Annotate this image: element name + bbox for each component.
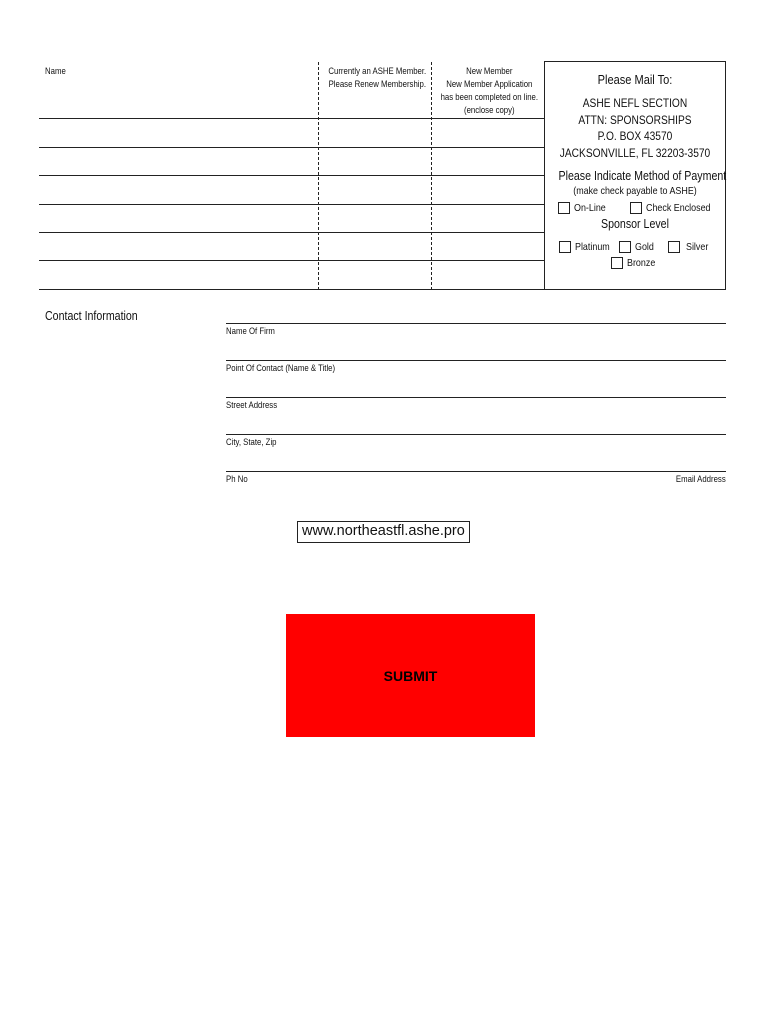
silver-checkbox[interactable] (668, 241, 680, 253)
member-list-table (39, 62, 544, 290)
member-entry-row[interactable] (39, 261, 544, 289)
phone-label: Ph No (226, 474, 248, 485)
website-link[interactable]: www.northeastfl.ashe.pro (297, 521, 470, 543)
check-enclosed-checkbox[interactable] (630, 202, 642, 214)
address-line: ATTN: SPONSORSHIPS (578, 112, 692, 127)
mail-to-title: Please Mail To: (597, 72, 673, 87)
level-bronze-option[interactable]: Bronze (611, 257, 660, 269)
level-platinum-option[interactable]: Platinum (559, 241, 616, 253)
payment-note: (make check payable to ASHE) (573, 185, 697, 197)
payment-check-option[interactable]: Check Enclosed (630, 202, 722, 214)
platinum-checkbox[interactable] (559, 241, 571, 253)
address-line: ASHE NEFL SECTION (582, 96, 688, 110)
payment-online-option[interactable]: On-Line (558, 202, 611, 214)
city-state-zip-input[interactable] (226, 417, 726, 434)
point-of-contact-label: Point Of Contact (Name & Title) (226, 363, 336, 374)
phone-email-input[interactable] (226, 454, 726, 471)
contact-info-title: Contact Information (45, 309, 138, 323)
mail-to-box (544, 61, 726, 290)
firm-name-label: Name Of Firm (226, 326, 275, 337)
member-entry-row[interactable] (39, 148, 544, 176)
gold-checkbox[interactable] (619, 241, 631, 253)
submit-button[interactable]: SUBMIT (286, 614, 535, 737)
renew-column-header: Currently an ASHE Member. Please Renew Membership. (328, 66, 427, 90)
email-label: Email Address (676, 474, 726, 485)
level-gold-option[interactable]: Gold (619, 241, 657, 253)
point-of-contact-input[interactable] (226, 343, 726, 360)
address-line: JACKSONVILLE, FL 32203-3570 (559, 145, 711, 160)
name-column-header: Name (45, 66, 66, 77)
online-checkbox[interactable] (558, 202, 570, 214)
phone-email-field (226, 471, 726, 508)
firm-name-input[interactable] (226, 306, 726, 323)
sponsor-level-title: Sponsor Level (601, 217, 669, 231)
member-entry-row[interactable] (39, 176, 544, 204)
address-line: P.O. BOX 43570 (597, 129, 673, 143)
payment-method-title: Please Indicate Method of Payment (558, 169, 727, 183)
street-address-input[interactable] (226, 380, 726, 397)
bronze-checkbox[interactable] (611, 257, 623, 269)
table-bottom-line (39, 289, 544, 290)
street-address-label: Street Address (226, 400, 278, 411)
member-entry-row[interactable] (39, 233, 544, 261)
city-state-zip-label: City, State, Zip (226, 437, 277, 448)
level-silver-option[interactable]: Silver (668, 241, 712, 253)
member-entry-row[interactable] (39, 205, 544, 233)
new-member-column-header: New Member New Member Application has been completed on line. (enclose copy) (440, 66, 539, 116)
member-entry-row[interactable] (39, 119, 544, 147)
